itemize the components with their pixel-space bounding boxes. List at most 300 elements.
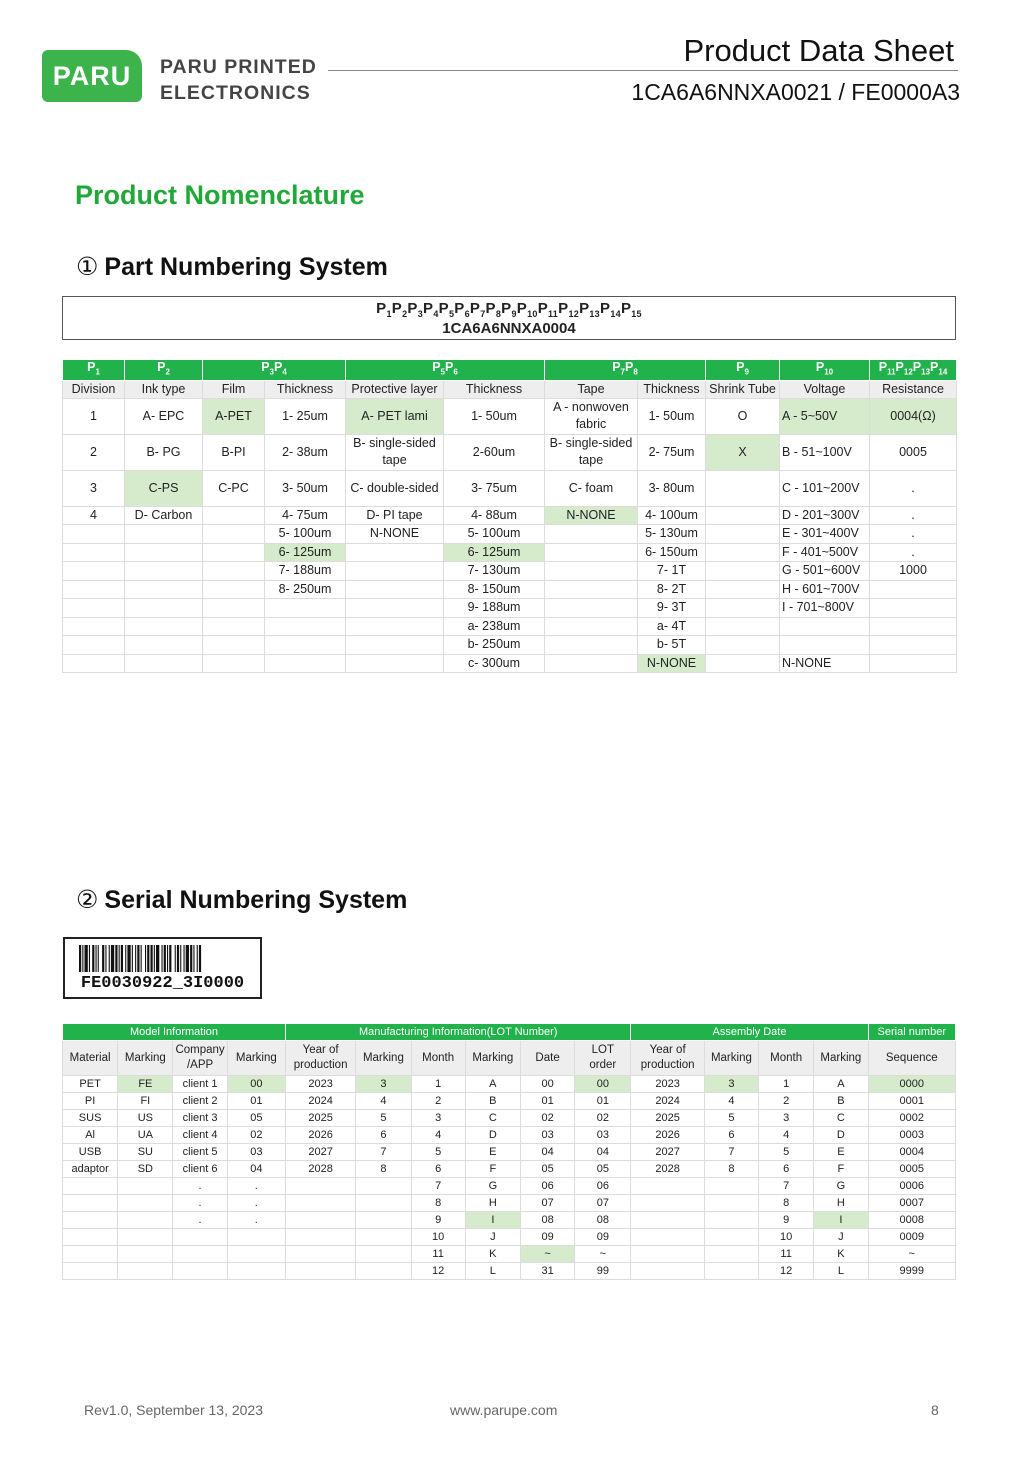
table-cell	[631, 1263, 704, 1280]
table-cell	[870, 580, 957, 599]
part-numbering-heading	[76, 252, 388, 282]
table-cell: 1- 25um	[265, 398, 346, 434]
table-cell: UA	[118, 1127, 173, 1144]
pattern-index: 9	[511, 309, 517, 319]
table-cell: USB	[63, 1144, 118, 1161]
table-cell: b- 250um	[444, 636, 545, 655]
table-cell: Al	[63, 1127, 118, 1144]
table-cell: C	[465, 1110, 520, 1127]
table-cell: 04	[520, 1144, 574, 1161]
table-row	[63, 470, 957, 506]
column-header-row	[63, 1041, 956, 1076]
table-cell: .	[173, 1212, 227, 1229]
barcode-bar	[186, 945, 189, 972]
group-header-cell: Manufacturing Information(LOT Number)	[285, 1024, 631, 1041]
table-cell	[870, 599, 957, 618]
table-cell	[63, 1263, 118, 1280]
table-cell: D- Carbon	[125, 506, 203, 525]
group-header-cell	[346, 360, 545, 381]
table-row	[63, 636, 957, 655]
table-cell	[63, 636, 125, 655]
group-header-cell	[63, 360, 125, 381]
table-cell: F	[465, 1161, 520, 1178]
table-cell: 2026	[285, 1127, 355, 1144]
table-cell	[704, 1246, 758, 1263]
table-cell	[631, 1246, 704, 1263]
table-cell	[706, 562, 780, 581]
group-label: P	[912, 360, 922, 374]
table-cell	[704, 1195, 758, 1212]
table-cell	[285, 1229, 355, 1246]
table-cell: I	[814, 1212, 868, 1229]
group-index: 4	[282, 367, 287, 377]
table-cell: 6	[759, 1161, 814, 1178]
table-cell	[356, 1195, 411, 1212]
footer-website[interactable]: www.parupe.com	[450, 1402, 558, 1418]
table-cell: .	[173, 1195, 227, 1212]
heading-text: Serial Numbering System	[104, 886, 408, 914]
group-label: P	[261, 360, 270, 374]
table-cell	[203, 562, 265, 581]
table-cell	[870, 617, 957, 636]
table-cell: X	[706, 434, 780, 470]
table-cell	[125, 562, 203, 581]
barcode-text: FE0030922_3I0000	[80, 974, 245, 993]
group-header-row	[63, 1024, 956, 1041]
group-label: P	[878, 360, 888, 374]
pattern-letter: P	[485, 300, 496, 317]
section-title: Product Nomenclature	[75, 180, 365, 210]
group-index: 2	[165, 367, 170, 377]
table-cell	[125, 599, 203, 618]
table-cell: 6- 125um	[265, 543, 346, 562]
table-cell: 0005	[870, 434, 957, 470]
pattern-letter: P	[376, 300, 387, 317]
group-label: P	[157, 360, 166, 374]
table-cell	[704, 1263, 758, 1280]
table-cell: 00	[520, 1076, 574, 1093]
table-cell: 12	[759, 1263, 814, 1280]
table-cell	[545, 636, 638, 655]
table-cell	[706, 617, 780, 636]
column-header: Marking	[227, 1041, 285, 1076]
table-cell: C - 101~200V	[780, 470, 870, 506]
company-line-1: PARU PRINTED	[160, 56, 317, 78]
table-cell: FI	[118, 1093, 173, 1110]
table-cell	[870, 636, 957, 655]
table-cell: c- 300um	[444, 654, 545, 673]
table-cell	[118, 1212, 173, 1229]
table-cell: ~	[868, 1246, 955, 1263]
table-cell: 0002	[868, 1110, 955, 1127]
barcode-bar	[96, 945, 97, 972]
table-cell: 2024	[631, 1093, 704, 1110]
column-header: Company /APP	[173, 1041, 227, 1076]
barcode-bar	[162, 945, 163, 972]
table-cell: A - 5~50V	[780, 398, 870, 434]
group-label: P	[625, 360, 634, 374]
table-cell: 2- 75um	[638, 434, 706, 470]
table-cell: A-PET	[203, 398, 265, 434]
table-cell	[203, 506, 265, 525]
table-cell: 8	[411, 1195, 465, 1212]
column-header: Year of production	[631, 1041, 704, 1076]
table-cell: 7	[759, 1178, 814, 1195]
column-header-row	[63, 380, 957, 398]
table-cell	[545, 543, 638, 562]
table-cell: 0007	[868, 1195, 955, 1212]
table-cell: 2026	[631, 1127, 704, 1144]
table-cell: C- foam	[545, 470, 638, 506]
table-row	[63, 1195, 956, 1212]
table-cell: US	[118, 1110, 173, 1127]
group-header-cell: Model Information	[63, 1024, 286, 1041]
table-cell: F	[814, 1161, 868, 1178]
group-index: 14	[938, 367, 948, 377]
table-cell	[265, 617, 346, 636]
table-cell: 9999	[868, 1263, 955, 1280]
table-cell: 4- 88um	[444, 506, 545, 525]
table-cell: 4	[759, 1127, 814, 1144]
pattern-index: 15	[631, 309, 642, 319]
barcode-bar	[79, 945, 81, 972]
pattern-index: 1	[386, 309, 392, 319]
table-cell	[356, 1178, 411, 1195]
table-cell: 2028	[285, 1161, 355, 1178]
table-cell: 05	[227, 1110, 285, 1127]
pattern-letter: P	[391, 300, 403, 317]
table-cell: 0004	[868, 1144, 955, 1161]
table-cell: .	[227, 1212, 285, 1229]
table-cell: 6	[704, 1127, 758, 1144]
table-cell: 5- 130um	[638, 525, 706, 544]
table-cell	[118, 1178, 173, 1195]
table-cell: 0009	[868, 1229, 955, 1246]
table-cell: 6	[356, 1127, 411, 1144]
table-cell: 6- 150um	[638, 543, 706, 562]
table-cell	[173, 1246, 227, 1263]
table-cell: G - 501~600V	[780, 562, 870, 581]
table-cell: K	[814, 1246, 868, 1263]
table-cell: A	[465, 1076, 520, 1093]
table-cell: 09	[520, 1229, 574, 1246]
table-cell: PI	[63, 1093, 118, 1110]
table-cell	[125, 543, 203, 562]
column-header: Tape	[545, 380, 638, 398]
table-cell: J	[465, 1229, 520, 1246]
table-cell	[545, 562, 638, 581]
table-cell: 2027	[631, 1144, 704, 1161]
table-cell: 5	[759, 1144, 814, 1161]
barcode-bar	[141, 945, 142, 972]
table-cell: K	[465, 1246, 520, 1263]
barcode-bar	[127, 945, 130, 972]
column-header: Ink type	[125, 380, 203, 398]
table-cell: 5	[411, 1144, 465, 1161]
table-cell: 4	[63, 506, 125, 525]
table-cell: C-PC	[203, 470, 265, 506]
pattern-letter: P	[454, 300, 465, 317]
table-cell: 2027	[285, 1144, 355, 1161]
group-label: P	[895, 360, 904, 374]
column-header: Thickness	[265, 380, 346, 398]
table-cell	[704, 1229, 758, 1246]
barcode-bar	[199, 945, 201, 972]
table-cell: A- PET lami	[346, 398, 444, 434]
barcode-bar	[85, 945, 88, 972]
group-header-row	[63, 360, 957, 381]
heading-number: ①	[76, 253, 99, 281]
group-header-cell	[706, 360, 780, 381]
table-cell: 3	[704, 1076, 758, 1093]
table-cell: 07	[520, 1195, 574, 1212]
table-cell: E	[814, 1144, 868, 1161]
barcode-bar	[119, 945, 120, 972]
pattern-letter: P	[537, 300, 548, 317]
document-number: 1CA6A6NNXA0021 / FE0000A3	[631, 79, 960, 105]
group-label: P	[445, 360, 454, 374]
table-cell: .	[870, 506, 957, 525]
table-cell	[265, 599, 346, 618]
table-cell: 4	[356, 1093, 411, 1110]
table-cell: 3	[63, 470, 125, 506]
table-cell	[203, 617, 265, 636]
table-cell: H	[465, 1195, 520, 1212]
pattern-index: 5	[448, 309, 455, 319]
pattern-letter: P	[579, 300, 590, 317]
pattern-index: 14	[610, 309, 621, 319]
table-cell	[545, 599, 638, 618]
table-cell	[63, 580, 125, 599]
table-cell: .	[870, 543, 957, 562]
table-row	[63, 1263, 956, 1280]
table-cell: ~	[520, 1246, 574, 1263]
column-header: Marking	[814, 1041, 868, 1076]
pattern-index: 12	[568, 309, 580, 319]
company-line-2: ELECTRONICS	[160, 82, 311, 104]
table-cell	[125, 654, 203, 673]
table-cell: 1- 50um	[444, 398, 545, 434]
table-cell: 99	[575, 1263, 631, 1280]
pattern-letter: P	[407, 300, 418, 317]
table-cell	[118, 1246, 173, 1263]
group-header-cell	[870, 360, 957, 381]
table-cell: .	[870, 525, 957, 544]
table-cell	[203, 580, 265, 599]
table-cell	[203, 654, 265, 673]
table-cell: B	[465, 1093, 520, 1110]
table-cell: 05	[575, 1161, 631, 1178]
table-row	[63, 654, 957, 673]
table-cell: 06	[575, 1178, 631, 1195]
table-cell: 9	[411, 1212, 465, 1229]
table-cell: L	[465, 1263, 520, 1280]
table-cell: A - nonwoven fabric	[545, 398, 638, 434]
group-label: P	[930, 360, 939, 374]
table-row	[63, 1212, 956, 1229]
table-cell: N-NONE	[346, 525, 444, 544]
group-index: 7	[620, 367, 625, 377]
table-cell: 05	[520, 1161, 574, 1178]
group-index: 6	[453, 367, 458, 377]
table-cell: 1	[759, 1076, 814, 1093]
table-cell: 06	[520, 1178, 574, 1195]
table-cell: .	[173, 1178, 227, 1195]
column-header: Resistance	[870, 380, 957, 398]
table-cell	[63, 599, 125, 618]
barcode-bar	[167, 945, 168, 972]
barcode-bar	[121, 945, 123, 972]
barcode-bar	[156, 945, 159, 972]
table-cell	[706, 506, 780, 525]
table-cell: 8- 150um	[444, 580, 545, 599]
pattern-index: 2	[402, 309, 408, 319]
table-cell: 31	[520, 1263, 574, 1280]
table-cell: 1000	[870, 562, 957, 581]
table-cell	[227, 1246, 285, 1263]
table-cell: 1- 50um	[638, 398, 706, 434]
column-header: Sequence	[868, 1041, 955, 1076]
table-cell	[63, 525, 125, 544]
table-cell	[631, 1212, 704, 1229]
table-cell: N-NONE	[545, 506, 638, 525]
table-cell: B- single-sided tape	[545, 434, 638, 470]
table-cell: B - 51~100V	[780, 434, 870, 470]
column-header: Film	[203, 380, 265, 398]
header-divider	[328, 70, 958, 71]
table-cell	[346, 617, 444, 636]
pattern-letter: P	[438, 300, 449, 317]
table-cell: G	[465, 1178, 520, 1195]
table-cell: 2025	[631, 1110, 704, 1127]
table-cell: .	[870, 470, 957, 506]
table-cell: 2025	[285, 1110, 355, 1127]
barcode-bar	[190, 945, 192, 972]
table-cell	[63, 1246, 118, 1263]
table-cell	[706, 543, 780, 562]
table-cell: O	[706, 398, 780, 434]
serial-numbering-table	[62, 1023, 956, 1280]
table-cell: 2- 38um	[265, 434, 346, 470]
table-cell: 1	[63, 398, 125, 434]
table-cell: .	[227, 1195, 285, 1212]
table-cell	[285, 1263, 355, 1280]
table-cell	[346, 562, 444, 581]
barcode-bar	[98, 945, 99, 972]
serial-numbering-heading	[76, 885, 407, 915]
table-row	[63, 1229, 956, 1246]
heading-number: ②	[76, 886, 99, 914]
table-cell	[203, 543, 265, 562]
table-cell: FE	[118, 1076, 173, 1093]
table-cell: C	[814, 1110, 868, 1127]
table-cell	[285, 1212, 355, 1229]
table-cell: 11	[411, 1246, 465, 1263]
barcode-icon	[79, 945, 247, 972]
table-cell: B- single-sided tape	[346, 434, 444, 470]
table-cell: 5	[356, 1110, 411, 1127]
pattern-letter: P	[620, 300, 632, 317]
column-header: LOT order	[575, 1041, 631, 1076]
table-cell	[63, 562, 125, 581]
paru-logo	[42, 50, 142, 102]
column-header: Voltage	[780, 380, 870, 398]
table-cell: L	[814, 1263, 868, 1280]
table-cell: F - 401~500V	[780, 543, 870, 562]
page-number: 8	[931, 1402, 939, 1418]
table-cell	[631, 1178, 704, 1195]
table-cell: 0003	[868, 1127, 955, 1144]
table-cell: 7- 188um	[265, 562, 346, 581]
table-cell	[118, 1263, 173, 1280]
barcode-bar	[180, 945, 181, 972]
table-cell	[780, 636, 870, 655]
barcode-bar	[132, 945, 133, 972]
pattern-letter: P	[558, 300, 569, 317]
table-cell: client 4	[173, 1127, 227, 1144]
table-cell	[63, 1178, 118, 1195]
barcode-bar	[151, 945, 153, 972]
table-cell	[706, 470, 780, 506]
table-cell: 8	[759, 1195, 814, 1212]
barcode-bar	[137, 945, 139, 972]
table-cell: 4- 75um	[265, 506, 346, 525]
table-cell	[545, 525, 638, 544]
table-cell: I - 701~800V	[780, 599, 870, 618]
table-row	[63, 543, 957, 562]
table-cell: PET	[63, 1076, 118, 1093]
table-cell: 4	[704, 1093, 758, 1110]
table-cell: C-PS	[125, 470, 203, 506]
group-header-cell: Assembly Date	[631, 1024, 868, 1041]
table-cell: 00	[575, 1076, 631, 1093]
table-cell	[356, 1263, 411, 1280]
table-row	[63, 1127, 956, 1144]
table-cell: 00	[227, 1076, 285, 1093]
group-index: 12	[903, 367, 913, 377]
table-cell: client 6	[173, 1161, 227, 1178]
column-header: Marking	[465, 1041, 520, 1076]
table-cell: 10	[411, 1229, 465, 1246]
table-cell: 9	[759, 1212, 814, 1229]
table-cell: 4- 100um	[638, 506, 706, 525]
table-cell: 2023	[631, 1076, 704, 1093]
table-row	[63, 599, 957, 618]
table-cell: ~	[575, 1246, 631, 1263]
pattern-index: 10	[527, 309, 538, 319]
table-cell: client 1	[173, 1076, 227, 1093]
table-cell	[265, 636, 346, 655]
footer-revision: Rev1.0, September 13, 2023	[84, 1402, 264, 1418]
table-cell: SUS	[63, 1110, 118, 1127]
table-cell: 3- 80um	[638, 470, 706, 506]
table-cell	[780, 617, 870, 636]
table-cell: 08	[575, 1212, 631, 1229]
barcode-bar	[154, 945, 155, 972]
table-cell: 2	[411, 1093, 465, 1110]
group-index: 3	[269, 367, 274, 377]
table-cell	[706, 599, 780, 618]
table-cell	[704, 1212, 758, 1229]
barcode-bar	[184, 945, 185, 972]
table-cell	[706, 654, 780, 673]
table-cell	[706, 525, 780, 544]
table-row	[63, 525, 957, 544]
table-cell: 9- 3T	[638, 599, 706, 618]
table-cell	[173, 1229, 227, 1246]
document-title: Product Data Sheet	[683, 33, 954, 68]
table-cell	[125, 525, 203, 544]
